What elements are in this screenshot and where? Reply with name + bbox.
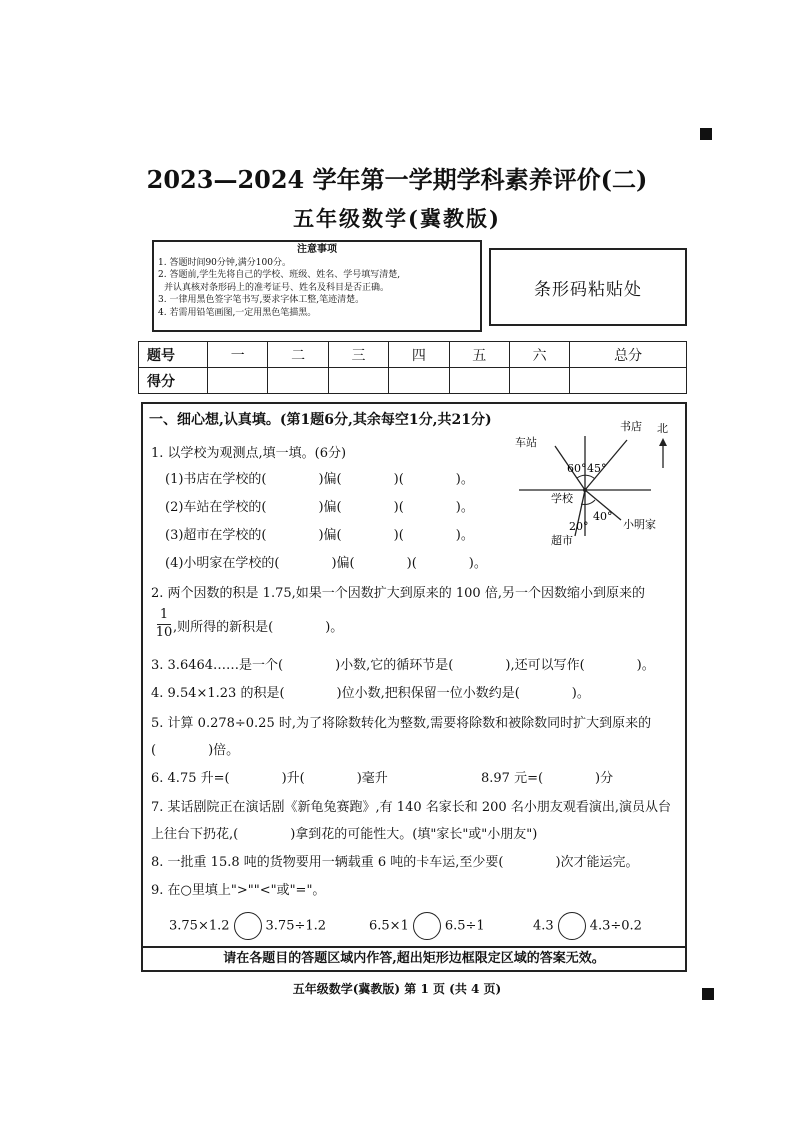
question-1: 1. 以学校为观测点,填一填。(6分): [151, 446, 347, 461]
angle-station: 60°: [567, 462, 587, 475]
score-header-cell: 六: [509, 342, 569, 368]
north-arrow-head: [659, 438, 667, 446]
q9-item: [369, 912, 485, 940]
section-heading: 一、细心想,认真填。(第1题6分,其余每空1分,共21分): [149, 412, 492, 428]
q9-item: [533, 912, 642, 940]
score-header-cell: 二: [268, 342, 328, 368]
score-cell[interactable]: [208, 368, 268, 394]
angle-home: 40°: [593, 510, 613, 523]
score-table: [138, 341, 687, 394]
question-7-cont[interactable]: 上往台下扔花,( )拿到花的可能性大。(填"家长"或"小朋友"): [151, 827, 538, 842]
q9-left: 3.75×1.2: [169, 918, 230, 934]
score-label: 得分: [139, 368, 208, 394]
score-header-row: [139, 342, 687, 368]
notice-item: 1. 答题时间90分钟,满分100分。: [158, 257, 291, 268]
question-9: 9. 在○里填上">""<"或"="。: [151, 883, 326, 898]
answer-area-warning: 请在各题目的答题区域内作答,超出矩形边框限定区域的答案无效。: [143, 946, 685, 970]
score-cell[interactable]: [268, 368, 328, 394]
notice-item: 2. 答题前,学生先将自己的学校、班级、姓名、学号填写清楚,: [158, 270, 401, 280]
angle-bookstore: 45°: [587, 462, 607, 475]
supermarket-label: 超市: [551, 534, 573, 547]
compass-diagram: [515, 418, 685, 548]
question-7: 7. 某话剧院正在演话剧《新龟兔赛跑》,有 140 名家长和 200 名小朋友观看演出,演员从台: [151, 800, 671, 815]
q9-item: [169, 912, 326, 940]
q1-item[interactable]: (4)小明家在学校的( )偏( )( )。: [165, 556, 487, 571]
q1-item[interactable]: (3)超市在学校的( )偏( )( )。: [165, 528, 474, 543]
question-6b[interactable]: 8.97 元=( )分: [481, 771, 614, 786]
fraction-denominator: 10: [155, 625, 173, 640]
fraction-numerator: 1: [159, 607, 169, 622]
score-cell[interactable]: [389, 368, 449, 394]
score-row: [139, 368, 687, 394]
compare-circle[interactable]: [234, 912, 262, 940]
registration-mark-top: [700, 128, 712, 140]
question-2-cont[interactable]: ,则所得的新积是( )。: [173, 620, 344, 635]
score-header-cell: 题号: [139, 342, 208, 368]
score-header-cell: 总分: [570, 342, 687, 368]
question-6a[interactable]: 6. 4.75 升=( )升( )毫升: [151, 771, 388, 786]
score-cell[interactable]: [449, 368, 509, 394]
q9-right: 6.5÷1: [444, 918, 485, 934]
q1-item[interactable]: (2)车站在学校的( )偏( )( )。: [165, 500, 474, 515]
q9-left: 6.5×1: [369, 918, 409, 934]
q1-item[interactable]: (1)书店在学校的( )偏( )( )。: [165, 472, 474, 487]
notice-heading: 注意事项: [297, 244, 337, 255]
page-footer: 五年级数学(冀教版) 第 1 页 (共 4 页): [292, 982, 502, 996]
score-header-cell: 四: [389, 342, 449, 368]
score-header-cell: 三: [328, 342, 388, 368]
question-2: 2. 两个因数的积是 1.75,如果一个因数扩大到原来的 100 倍,另一个因数缩小到原来的: [151, 586, 645, 601]
north-label: 北: [657, 422, 668, 435]
score-cell[interactable]: [328, 368, 388, 394]
question-8[interactable]: 8. 一批重 15.8 吨的货物要用一辆载重 6 吨的卡车运,至少要( )次才能运完。: [151, 855, 639, 870]
q9-left: 4.3: [533, 918, 554, 934]
home-label: 小明家: [623, 518, 656, 531]
question-5-cont[interactable]: ( )倍。: [151, 743, 240, 758]
question-5: 5. 计算 0.278÷0.25 时,为了将除数转化为整数,需要将除数和被除数同时扩大到原来的: [151, 716, 652, 731]
school-label: 学校: [551, 492, 573, 505]
page-title: 2023—2024 学年第一学期学科素养评价(二): [146, 165, 648, 194]
bookstore-label: 书店: [620, 420, 642, 433]
score-header-cell: 一: [208, 342, 268, 368]
question-3[interactable]: 3. 3.6464……是一个( )小数,它的循环节是( ),还可以写作( )。: [151, 658, 655, 673]
angle-supermarket: 20°: [569, 520, 589, 533]
page-subtitle: 五年级数学(冀教版): [293, 206, 501, 231]
score-cell[interactable]: [570, 368, 687, 394]
question-4[interactable]: 4. 9.54×1.23 的积是( )位小数,把积保留一位小数约是( )。: [151, 686, 590, 701]
barcode-area: 条形码粘贴处: [489, 248, 687, 326]
school-point: [583, 488, 587, 492]
answer-area: [141, 402, 687, 972]
compare-circle[interactable]: [413, 912, 441, 940]
score-header-cell: 五: [449, 342, 509, 368]
notice-item: 并认真核对条形码上的准考证号、姓名及科目是否正确。: [164, 282, 390, 293]
angle-arc-top: [577, 475, 595, 479]
q9-right: 3.75÷1.2: [265, 918, 327, 934]
notice-item: 4. 若需用铅笔画图,一定用黑色笔描黑。: [158, 307, 317, 318]
score-cell[interactable]: [509, 368, 569, 394]
notice-box: [152, 240, 482, 332]
notice-item: 3. 一律用黑色签字笔书写,要求字体工整,笔迹清楚。: [158, 295, 365, 305]
station-label: 车站: [515, 436, 537, 449]
q9-right: 4.3÷0.2: [589, 918, 642, 934]
compare-circle[interactable]: [558, 912, 586, 940]
